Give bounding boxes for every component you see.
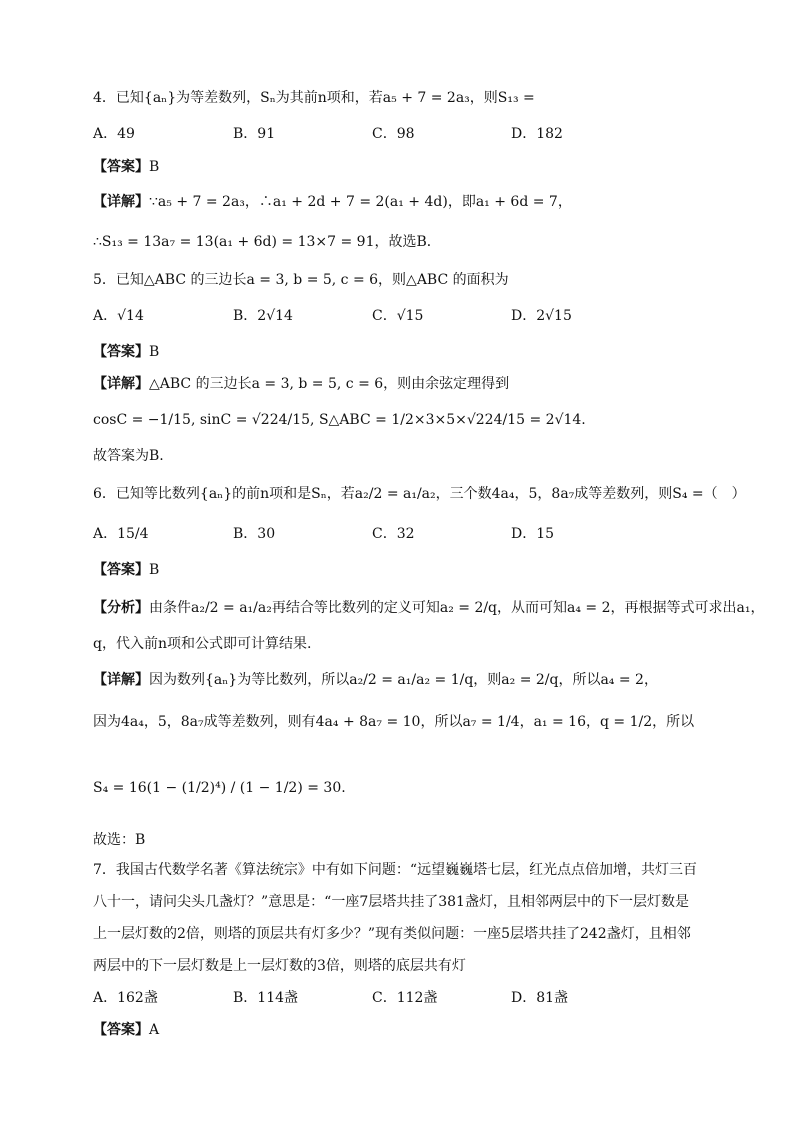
q4-option-c: C．98 xyxy=(372,126,415,142)
analysis-text: 由条件a₂/2 = a₁/a₂再结合等比数列的定义可知a₂ = 2/q，从而可知a₄ = 2，再根据等式可求出a₁， xyxy=(149,600,765,616)
q5-stem: 5．已知△ABC 的三边长a = 3, b = 5, c = 6，则△ABC 的面积为 xyxy=(93,272,509,288)
q7-line-3: 上一层灯数的2倍，则塔的顶层共有灯多少？”现有类似问题：一座5层塔共挂了242盏灯，且相邻 xyxy=(93,926,691,942)
q6-conclusion: 故选：B xyxy=(93,832,146,848)
detail-text: ∵a₅ + 7 = 2a₃，∴a₁ + 2d + 7 = 2(a₁ + 4d)，即a₁ + 6d = 7， xyxy=(149,194,572,210)
answer-value: A xyxy=(149,1022,160,1038)
q6-option-c: C．32 xyxy=(372,526,415,542)
q6-answer xyxy=(93,560,159,580)
q7-option-c: C．112盏 xyxy=(372,990,438,1006)
q5-option-d: D．2√15 xyxy=(511,308,572,324)
answer-tag: 【答案】 xyxy=(93,562,149,578)
q4-option-b: B．91 xyxy=(233,126,276,142)
q7-answer xyxy=(93,1020,159,1040)
q6-detail-line-1 xyxy=(93,670,658,690)
q6-detail-line-2: 因为4a₄，5，8a₇成等差数列，则有4a₄ + 8a₇ = 10，所以a₇ = 1/4，a₁ = 16，q = 1/2，所以 xyxy=(93,714,695,730)
q7-line-1: 7．我国古代数学名著《算法统宗》中有如下问题：“远望巍巍塔七层，红光点点倍加增，共灯三百 xyxy=(93,862,698,878)
q5-conclusion: 故答案为B. xyxy=(93,448,164,464)
detail-tag: 【详解】 xyxy=(93,672,149,688)
q4-detail-line-2: ∴S₁₃ = 13a₇ = 13(a₁ + 6d) = 13×7 = 91，故选B． xyxy=(93,234,441,250)
q4-option-d: D．182 xyxy=(511,126,563,142)
q4-stem: 4．已知{aₙ}为等差数列，Sₙ为其前n项和，若a₅ + 7 = 2a₃，则S₁₃ = xyxy=(93,90,535,106)
q4-answer xyxy=(93,157,159,177)
q7-option-a: A．162盏 xyxy=(93,990,158,1006)
q5-detail-line-1 xyxy=(93,374,509,394)
analysis-tag: 【分析】 xyxy=(93,600,149,616)
q6-analysis-line-1 xyxy=(93,598,764,618)
answer-tag: 【答案】 xyxy=(93,344,149,360)
q4-detail-line-1 xyxy=(93,192,572,212)
q5-option-a: A．√14 xyxy=(93,308,144,324)
q7-line-4: 两层中的下一层灯数是上一层灯数的3倍，则塔的底层共有灯 xyxy=(93,958,466,974)
q5-answer xyxy=(93,342,159,362)
answer-tag: 【答案】 xyxy=(93,159,149,175)
detail-text: △ABC 的三边长a = 3, b = 5, c = 6，则由余弦定理得到 xyxy=(149,376,510,392)
q6-option-d: D．15 xyxy=(511,526,555,542)
answer-value: B xyxy=(149,159,160,175)
q7-option-d: D．81盏 xyxy=(511,990,569,1006)
q5-option-c: C．√15 xyxy=(372,308,424,324)
q6-option-a: A．15/4 xyxy=(93,526,149,542)
q7-line-2: 八十一，请问尖头几盏灯？”意思是：“一座7层塔共挂了381盏灯，且相邻两层中的下一层灯数是 xyxy=(93,894,689,910)
q4-option-a: A．49 xyxy=(93,126,135,142)
q7-option-b: B．114盏 xyxy=(233,990,299,1006)
q6-stem: 6．已知等比数列{aₙ}的前n项和是Sₙ，若a₂/2 = a₁/a₂，三个数4a₄，5，8a₇成等差数列，则S₄ =（ ） xyxy=(93,486,746,502)
detail-tag: 【详解】 xyxy=(93,194,149,210)
q6-option-b: B．30 xyxy=(233,526,276,542)
q6-formula-s4: S₄ = 16(1 − (1/2)⁴) / (1 − 1/2) = 30. xyxy=(93,780,346,796)
q6-analysis-line-2: q，代入前n项和公式即可计算结果. xyxy=(93,636,312,652)
q5-detail-line-2: cosC = −1/15, sinC = √224/15, S△ABC = 1/2×3×5×√224/15 = 2√14. xyxy=(93,412,586,428)
answer-tag: 【答案】 xyxy=(93,1022,149,1038)
detail-text: 因为数列{aₙ}为等比数列，所以a₂/2 = a₁/a₂ = 1/q，则a₂ = 2/q，所以a₄ = 2， xyxy=(149,672,658,688)
q5-option-b: B．2√14 xyxy=(233,308,293,324)
detail-tag: 【详解】 xyxy=(93,376,149,392)
answer-value: B xyxy=(149,562,160,578)
answer-value: B xyxy=(149,344,160,360)
